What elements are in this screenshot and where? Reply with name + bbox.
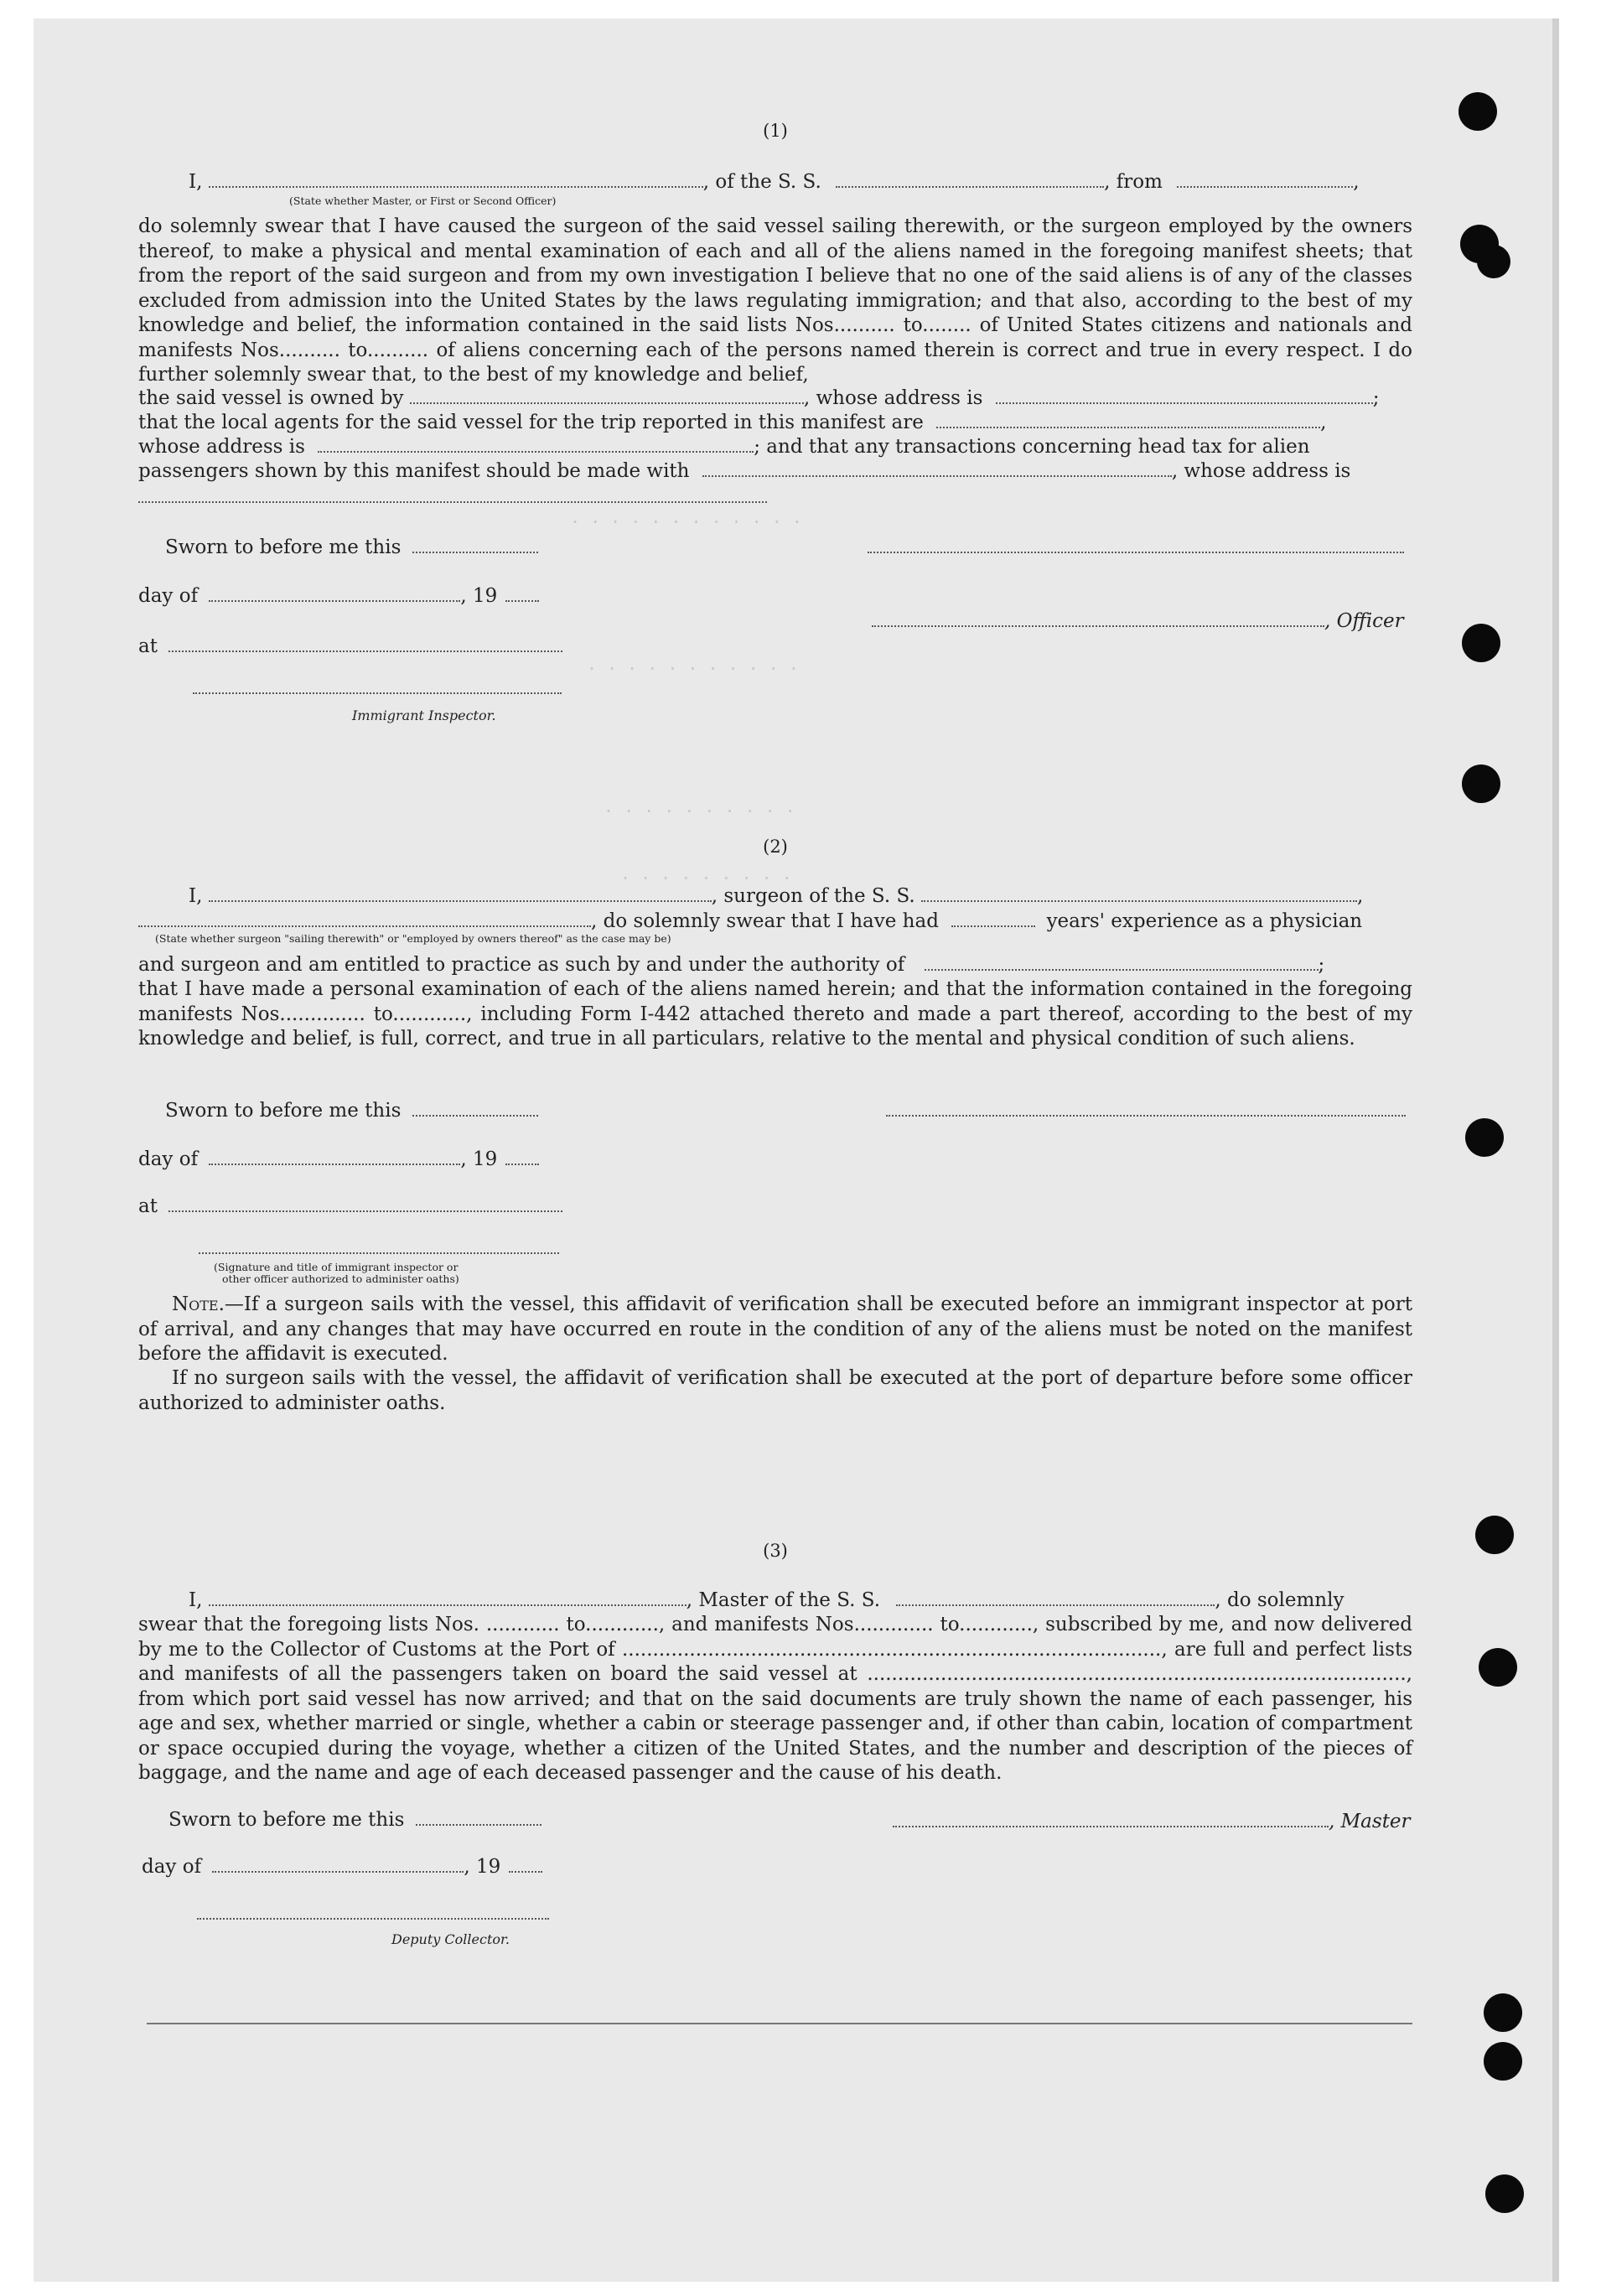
label-local-agents: that the local agents for the said vessel for the trip reported in this manifest are: [138, 412, 924, 433]
bleed-through-mark: . . . . . . . . . . . .: [570, 507, 802, 527]
vessel-name-field[interactable]: [921, 899, 1357, 902]
binder-hole: [1479, 1648, 1517, 1687]
officer-caption-1: (Signature and title of immigrant inspector or: [214, 1261, 459, 1273]
declarant-subcaption: (State whether Master, or First or Second Officer): [289, 194, 557, 207]
officer-signature-line: [199, 1237, 559, 1259]
at-line: [138, 635, 562, 657]
year-field[interactable]: [505, 1163, 539, 1165]
label-i: I,: [189, 885, 203, 907]
label-at: at: [138, 1195, 158, 1217]
label-year: , 19: [460, 585, 498, 607]
inspector-signature-field[interactable]: [193, 692, 562, 694]
binder-hole: [1484, 2042, 1522, 2081]
master-signature-field[interactable]: [893, 1825, 1329, 1827]
label-do-solemnly: , do solemnly: [1215, 1589, 1345, 1611]
section-3-master-lists-affidavit: [138, 1534, 1412, 2003]
section-2-surgeon-affidavit: [138, 830, 1412, 1433]
comma: ,: [1320, 412, 1327, 433]
place-field[interactable]: [168, 650, 562, 652]
surgeon-type-subcaption: (State whether surgeon "sailing therewith" or "employed by owners thereof" as the case may be): [155, 932, 671, 945]
label-of-ss: , of the S. S.: [702, 171, 821, 193]
comma: ,: [1357, 885, 1364, 907]
label-whose-address: , whose address is: [1171, 460, 1351, 482]
authority-line: [138, 954, 1324, 976]
binder-hole: [1484, 1993, 1522, 2032]
sworn-line: [165, 536, 538, 558]
binder-hole: [1475, 1516, 1514, 1554]
master-name-field[interactable]: [209, 1604, 687, 1606]
semicolon: ;: [1372, 387, 1380, 409]
local-agents-field[interactable]: [936, 426, 1320, 428]
note-label: Note.: [172, 1293, 225, 1315]
note-paragraph-2: If no surgeon sails with the vessel, the affidavit of verification shall be executed at the port of departure before some officer authorized to administer oaths.: [138, 1367, 1412, 1414]
place-field[interactable]: [168, 1210, 562, 1212]
officer-line: [872, 610, 1404, 632]
binder-hole: [1459, 92, 1497, 131]
month-field[interactable]: [209, 1163, 460, 1165]
signature-line-upper: [868, 536, 1404, 558]
label-day-of: day of: [138, 585, 199, 607]
officer-signature-field[interactable]: [199, 1252, 559, 1254]
surgeon-signature-line: [886, 1100, 1406, 1122]
deputy-caption: Deputy Collector.: [391, 1931, 510, 1947]
year-field[interactable]: [505, 599, 539, 602]
sworn-date-field[interactable]: [412, 1114, 538, 1117]
binder-hole: [1465, 1118, 1504, 1157]
label-i: I,: [189, 1589, 203, 1611]
declarant-line: [189, 171, 1360, 193]
binder-hole: [1462, 624, 1500, 662]
owner-line: [138, 387, 1379, 409]
label-sworn: Sworn to before me this: [165, 1100, 402, 1122]
label-sworn: Sworn to before me this: [168, 1809, 405, 1831]
surgeon-affidavit-body: that I have made a personal examination of each of the aliens named herein; and that the information contained in the foregoing manifests Nos.............. to............, including Form I-442 attached thereto and made a part thereof, according to the best of my knowledge and belief, is full, correct, and true in all particulars, relative to the mental and physical condition of such aliens.: [138, 978, 1412, 1050]
bottom-rule: [147, 2023, 1412, 2024]
at-line: [138, 1195, 562, 1217]
binder-hole: [1485, 2174, 1524, 2213]
label-day-of: day of: [138, 1148, 199, 1170]
authority-field[interactable]: [925, 968, 1319, 971]
officer-name-field[interactable]: [209, 185, 703, 188]
month-field[interactable]: [209, 599, 460, 602]
label-head-tax: ; and that any transactions concerning head tax for alien: [754, 436, 1310, 458]
label-i: I,: [189, 171, 203, 193]
experience-line: [138, 910, 1362, 932]
label-sworn: Sworn to before me this: [165, 536, 402, 558]
month-field[interactable]: [212, 1870, 464, 1873]
day-line: [142, 1856, 542, 1878]
deputy-signature-line: [197, 1903, 549, 1925]
label-master-of-ss: , Master of the S. S.: [686, 1589, 881, 1611]
label-year: , 19: [464, 1856, 501, 1878]
head-tax-contact-field[interactable]: [702, 474, 1172, 477]
head-tax-address-field[interactable]: [138, 500, 767, 503]
years-field[interactable]: [951, 925, 1035, 927]
affidavit-body: do solemnly swear that I have caused the surgeon of the said vessel sailing therewith, or the surgeon employed by the owners thereof, to make a physical and mental examination of each and all of the aliens named in the foregoing manifest sheets; that from the report of the said surgeon and from my own investigation I believe that no one of the said aliens is of any of the classes excluded from admission into the United States by the laws regulating immigration; and that also, according to the best of my knowledge and belief, the information contained in the said lists Nos.......... to........ of United States citizens and nationals and manifests Nos.......... to.......... of aliens concerning each of the persons named therein is correct and true in every respect. I do further solemnly swear that, to the best of my knowledge and belief,: [138, 215, 1412, 386]
note-paragraph: [138, 1293, 1412, 1367]
label-authority: and surgeon and am entitled to practice as such by and under the authority of: [138, 954, 905, 976]
vessel-name-field[interactable]: [896, 1604, 1215, 1606]
master-signature-field[interactable]: [868, 551, 1404, 553]
master-signature-line: [893, 1811, 1411, 1832]
sworn-date-field[interactable]: [416, 1823, 541, 1826]
master-affidavit-body: swear that the foregoing lists Nos. ............ to............, and manifests Nos............. to............, subscribed by me, and now delivered by me to the Collector of Customs at the Port of ........................................................................................, are full and perfect lists and manifests of all the passengers taken on board the said vessel at ........................................................................................, from which port said vessel has now arrived; and that on the said documents are truly shown the name of each passenger, his age and sex, whether married or single, whether a cabin or steerage passenger and, if other than cabin, location of compartment or space occupied during the voyage, whether a citizen of the United States, and the number and description of the pieces of baggage, and the name and age of each deceased passenger and the cause of his death.: [138, 1614, 1412, 1784]
label-officer: , Officer: [1324, 610, 1404, 632]
agents-address-field[interactable]: [318, 450, 754, 453]
label-day-of: day of: [142, 1856, 202, 1878]
officer-caption-2: other officer authorized to administer oaths): [222, 1272, 459, 1285]
surgeon-type-field[interactable]: [138, 925, 591, 927]
owner-address-field[interactable]: [996, 402, 1373, 404]
label-years-experience: years' experience as a physician: [1046, 910, 1363, 932]
surgeon-name-field[interactable]: [209, 899, 712, 902]
sworn-line: [168, 1809, 541, 1831]
passengers-line: [138, 460, 1350, 482]
inspector-caption: Immigrant Inspector.: [352, 707, 496, 723]
label-whose-address: , whose address is: [803, 387, 983, 409]
label-from: , from: [1104, 171, 1163, 193]
owner-name-field[interactable]: [410, 402, 804, 404]
bleed-through-mark: . . . . . . . . . . .: [587, 654, 799, 674]
departure-port-field[interactable]: [1177, 185, 1353, 188]
section-number: (3): [763, 1541, 788, 1561]
surgeon-signature-field[interactable]: [886, 1114, 1406, 1117]
label-owned-by: the said vessel is owned by: [138, 387, 404, 409]
section-number: (1): [763, 121, 788, 141]
surgeon-line: [189, 885, 1363, 907]
bleed-through-mark: . . . . . . . . . .: [604, 796, 795, 816]
binder-hole: [1477, 245, 1510, 278]
note-text: —If a surgeon sails with the vessel, this affidavit of verification shall be executed before an immigrant inspector at port of arrival, and any changes that may have occurred en route in the condition of any of the aliens must be noted on the manifest before the affidavit is executed.: [138, 1293, 1412, 1365]
label-year: , 19: [460, 1148, 498, 1170]
label-solemnly-swear: , do solemnly swear that I have had: [591, 910, 939, 932]
section-number: (2): [763, 837, 788, 857]
label-passengers: passengers shown by this manifest should be made with: [138, 460, 690, 482]
semicolon: ;: [1318, 954, 1325, 976]
officer-signature-field[interactable]: [872, 625, 1324, 627]
agents-line: [138, 412, 1326, 433]
label-master: , Master: [1329, 1811, 1411, 1832]
inspector-signature-line: [193, 677, 562, 699]
binder-hole: [1462, 764, 1500, 803]
vessel-name-field[interactable]: [836, 185, 1104, 188]
year-field[interactable]: [509, 1870, 542, 1873]
deputy-signature-field[interactable]: [197, 1917, 549, 1920]
continuation-line: [138, 486, 767, 508]
label-at: at: [138, 635, 158, 657]
sworn-line: [165, 1100, 538, 1122]
label-surgeon-of-ss: , surgeon of the S. S.: [711, 885, 915, 907]
label-comma: ,: [1353, 171, 1360, 193]
day-line: [138, 585, 539, 607]
day-line: [138, 1148, 539, 1170]
section-1-master-affidavit: [138, 117, 1412, 738]
bleed-through-mark: . . . . . . . . .: [620, 863, 792, 884]
agents-address-line: [138, 436, 1310, 458]
master-line: [189, 1589, 1344, 1611]
sworn-date-field[interactable]: [412, 551, 538, 553]
label-whose-address: whose address is: [138, 436, 305, 458]
